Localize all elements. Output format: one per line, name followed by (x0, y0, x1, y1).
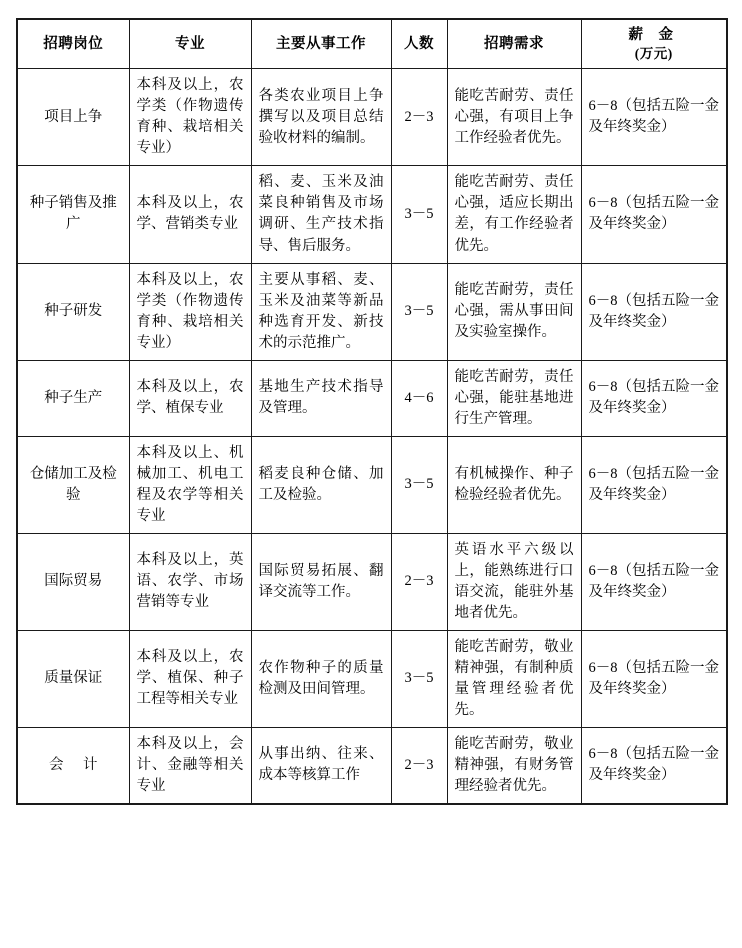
cell-salary: 6－8（包括五险一金及年终奖金） (581, 436, 727, 533)
cell-salary: 6－8（包括五险一金及年终奖金） (581, 69, 727, 166)
table-header-row (17, 19, 727, 69)
column-header-requirement: 招聘需求 (447, 19, 581, 69)
cell-major: 本科及以上，农学类（作物遗传育种、栽培相关专业） (129, 69, 251, 166)
cell-requirement: 能吃苦耐劳、责任心强，有项目上争工作经验者优先。 (447, 69, 581, 166)
cell-duty: 国际贸易拓展、翻译交流等工作。 (251, 533, 391, 630)
cell-count: 3－5 (391, 263, 447, 360)
cell-count: 2－3 (391, 69, 447, 166)
cell-requirement: 英语水平六级以上，能熟练进行口语交流，能驻外基地者优先。 (447, 533, 581, 630)
table-row (17, 69, 727, 166)
cell-duty: 主要从事稻、麦、玉米及油菜等新品种选育开发、新技术的示范推广。 (251, 263, 391, 360)
column-header-salary (581, 19, 727, 69)
recruitment-table (16, 18, 728, 805)
table-row (17, 166, 727, 263)
table-row (17, 436, 727, 533)
cell-duty: 从事出纳、往来、成本等核算工作 (251, 727, 391, 804)
cell-salary: 6－8（包括五险一金及年终奖金） (581, 727, 727, 804)
table-row (17, 360, 727, 436)
cell-salary: 6－8（包括五险一金及年终奖金） (581, 630, 727, 727)
cell-salary: 6－8（包括五险一金及年终奖金） (581, 166, 727, 263)
table-row (17, 630, 727, 727)
table-row (17, 727, 727, 804)
cell-post: 种子研发 (17, 263, 129, 360)
cell-requirement: 能吃苦耐劳、责任心强，适应长期出差，有工作经验者优先。 (447, 166, 581, 263)
column-header-major: 专业 (129, 19, 251, 69)
cell-major: 本科及以上，农学、植保专业 (129, 360, 251, 436)
cell-post: 种子生产 (17, 360, 129, 436)
cell-count: 3－5 (391, 630, 447, 727)
column-header-count: 人数 (391, 19, 447, 69)
cell-requirement: 能吃苦耐劳，责任心强，能驻基地进行生产管理。 (447, 360, 581, 436)
cell-count: 3－5 (391, 436, 447, 533)
cell-requirement: 能吃苦耐劳，敬业精神强，有制种质量管理经验者优先。 (447, 630, 581, 727)
cell-duty: 稻、麦、玉米及油菜良种销售及市场调研、生产技术指导、售后服务。 (251, 166, 391, 263)
cell-requirement: 能吃苦耐劳，敬业精神强，有财务管理经验者优先。 (447, 727, 581, 804)
cell-salary: 6－8（包括五险一金及年终奖金） (581, 360, 727, 436)
cell-duty: 基地生产技术指导及管理。 (251, 360, 391, 436)
cell-requirement: 有机械操作、种子检验经验者优先。 (447, 436, 581, 533)
table-row (17, 263, 727, 360)
cell-duty: 稻麦良种仓储、加工及检验。 (251, 436, 391, 533)
column-header-post: 招聘岗位 (17, 19, 129, 69)
cell-count: 2－3 (391, 727, 447, 804)
cell-duty: 各类农业项目上争撰写以及项目总结验收材料的编制。 (251, 69, 391, 166)
cell-post: 项目上争 (17, 69, 129, 166)
cell-major: 本科及以上，农学、植保、种子工程等相关专业 (129, 630, 251, 727)
cell-duty: 农作物种子的质量检测及田间管理。 (251, 630, 391, 727)
cell-post: 质量保证 (17, 630, 129, 727)
cell-post: 仓储加工及检验 (17, 436, 129, 533)
cell-major: 本科及以上，农学类（作物遗传育种、栽培相关专业） (129, 263, 251, 360)
cell-major: 本科及以上，农学、营销类专业 (129, 166, 251, 263)
column-header-duty: 主要从事工作 (251, 19, 391, 69)
cell-salary: 6－8（包括五险一金及年终奖金） (581, 263, 727, 360)
cell-requirement: 能吃苦耐劳，责任心强，需从事田间及实验室操作。 (447, 263, 581, 360)
table-row (17, 533, 727, 630)
cell-count: 2－3 (391, 533, 447, 630)
cell-post: 种子销售及推广 (17, 166, 129, 263)
cell-major: 本科及以上、机械加工、机电工程及农学等相关专业 (129, 436, 251, 533)
cell-major: 本科及以上，英语、农学、市场营销等专业 (129, 533, 251, 630)
cell-post-text: 会 计 (48, 756, 106, 773)
cell-post (17, 727, 129, 804)
column-header-salary-unit: (万元) (634, 45, 673, 61)
cell-major: 本科及以上，会计、金融等相关专业 (129, 727, 251, 804)
cell-count: 4－6 (391, 360, 447, 436)
cell-salary: 6－8（包括五险一金及年终奖金） (581, 533, 727, 630)
table-body (17, 69, 727, 804)
column-header-salary-title: 薪 金 (628, 27, 680, 43)
cell-post: 国际贸易 (17, 533, 129, 630)
cell-count: 3－5 (391, 166, 447, 263)
table-header (17, 19, 727, 69)
